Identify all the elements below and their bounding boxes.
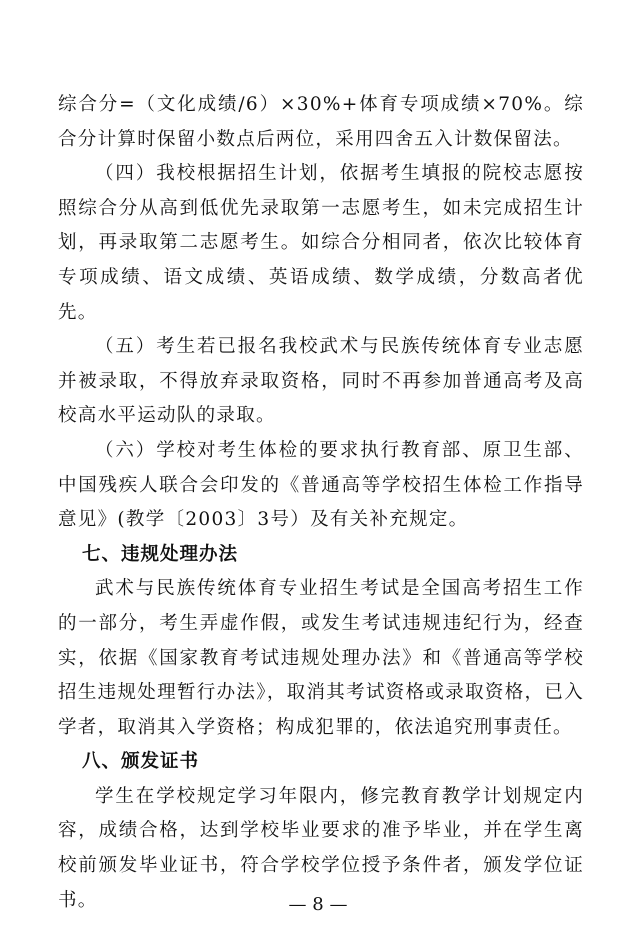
page-number: — 8 — <box>288 894 348 915</box>
section-heading-certificates: 八、颁发证书 <box>82 751 200 773</box>
document-body <box>58 88 584 918</box>
section-heading-violations: 七、违规处理办法 <box>82 543 239 565</box>
paragraph-composite-score-formula: 综合分=（文化成绩/6）×30%+体育专项成绩×70%。综合分计算时保留小数点后两位，采用四舍五入计数保留法。 <box>58 94 584 150</box>
paragraph-admission-binding: （五）考生若已报名我校武术与民族传统体育专业志愿并被录取，不得放弃录取资格，同时不再参加普通高考及高校高水平运动队的录取。 <box>58 336 584 427</box>
paragraph-certificates: 学生在学校规定学习年限内，修完教育教学计划规定内容，成绩合格，达到学校毕业要求的准予毕业，并在学生离校前颁发毕业证书，符合学校学位授予条件者，颁发学位证书。 <box>58 785 584 911</box>
paragraph-violation-handling: 武术与民族传统体育专业招生考试是全国高考招生工作的一部分，考生弄虚作假，或发生考试违规违纪行为，经查实，依据《国家教育考试违规处理办法》和《普通高等学校招生违规处理暂行办法》，取消其考试资格或录取资格，已入学者，取消其入学资格；构成犯罪的，依法追究刑事责任。 <box>58 578 584 738</box>
paragraph-admission-order: （四）我校根据招生计划，依据考生填报的院校志愿按照综合分从高到低优先录取第一志愿考生，如未完成招生计划，再录取第二志愿考生。如综合分相同者，依次比较体育专项成绩、语文成绩、英语成绩、数学成绩，分数高者优先。 <box>58 163 584 323</box>
paragraph-physical-exam: （六）学校对考生体检的要求执行教育部、原卫生部、中国残疾人联合会印发的《普通高等学校招生体检工作指导意见》(教学〔2003〕3号）及有关补充规定。 <box>58 439 584 531</box>
